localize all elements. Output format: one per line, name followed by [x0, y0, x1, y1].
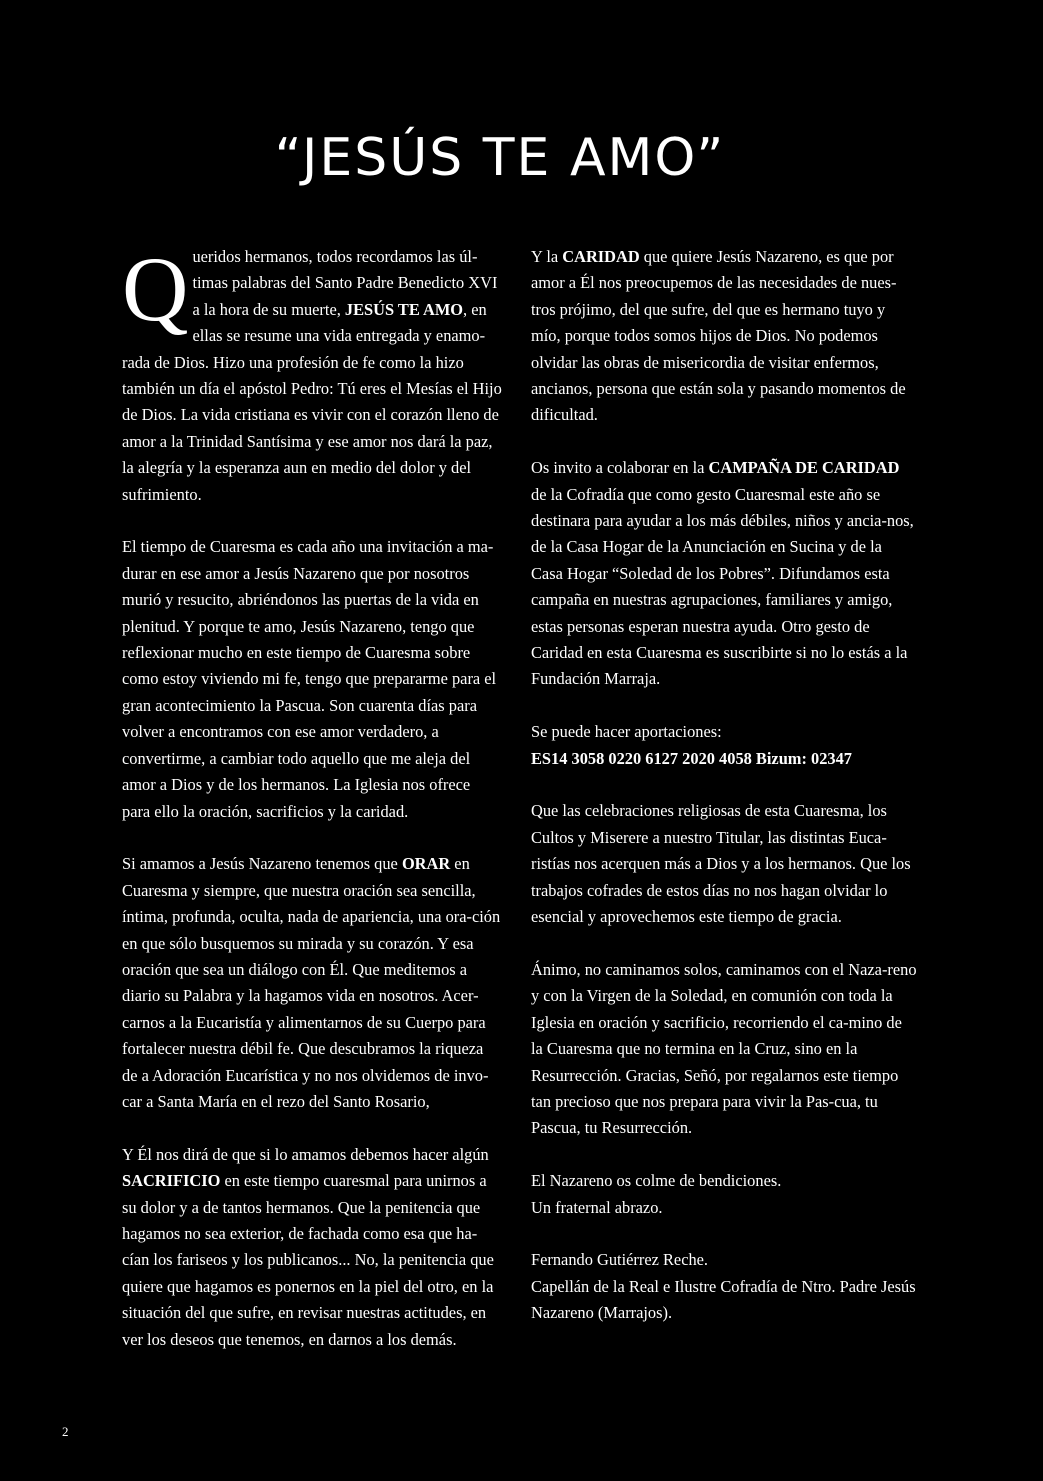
bold-phrase: SACRIFICIO [122, 1171, 221, 1191]
text-run: Y Él nos dirá de que si lo amamos debemos hacer algún [122, 1144, 489, 1164]
paragraph-campana [531, 455, 917, 693]
farewell-line: Un fraternal abrazo. [531, 1197, 663, 1217]
paragraph-sacrificio [122, 1142, 502, 1353]
paragraph-intro [122, 238, 502, 508]
paragraph-animo: Ánimo, no caminamos solos, caminamos con el Naza-reno y con la Virgen de la Soledad, en comunión con toda la Iglesia en oración y sacrificio, recorriendo el ca-mino de la Cuaresma que no termina en la Cruz, sino en la Resurrección. Gracias, Señó, por regalarnos este tiempo tan precioso que nos prepara para vivir la Pas-cua, tu Pascua, tu Resurrección. [531, 959, 917, 1138]
bold-phrase: CAMPAÑA DE CARIDAD [708, 458, 900, 478]
text-run: ueridos hermanos, todos recordamos las úl-timas palabras del Santo Padre Benedicto XVI a la hora de su muerte, [192, 247, 498, 319]
page-number: 2 [62, 1424, 69, 1439]
blessing-line: El Nazareno os colme de bendiciones. [531, 1171, 782, 1191]
paragraph-aportaciones [531, 719, 917, 772]
signature-role: Capellán de la Real e Ilustre Cofradía de Ntro. Padre Jesús Nazareno (Marrajos). [531, 1276, 916, 1323]
page-title: “JESÚS TE AMO” [274, 128, 726, 188]
text-run: que quiere Jesús Nazareno, es que por amor a Él nos preocupemos de las necesidades de nues-tros prójimo, del que sufre, del que es hermano tuyo y mío, porque todos somos hijos de Dios. No podemos olvidar las obras de misericordia de visitar enfermos, ancianos, persona que están sola y pasando momentos de dificultad. [531, 247, 906, 425]
text-run: en este tiempo cuaresmal para unirnos a su dolor y a de tantos hermanos. Que la penitencia que hagamos no sea exterior, de fachada como esa que ha-cían los fariseos y los publicanos... No, la penitencia que quiere que hagamos es ponernos en la piel del otro, en la situación del que sufre, en revisar nuestras actitudes, en ver los deseos que tenemos, en darnos a los demás. [122, 1171, 494, 1349]
bold-phrase: CARIDAD [562, 247, 640, 266]
donation-label: Se puede hacer aportaciones: [531, 722, 722, 742]
paragraph-orar [122, 851, 502, 1115]
text-run: Y la [531, 247, 563, 266]
text-run: de la Cofradía que como gesto Cuaresmal este año se destinara para ayudar a los más débiles, niños y ancia-nos, de la Casa Hogar de la Anunciación en Sucina y de la Casa Hogar “Soledad de los Pobres”. Difundamos esta campaña en nuestras agrupaciones, familiares y amigo, estas personas esperan nuestra ayuda. Otro gesto de Caridad en esta Cuaresma es suscribirte si no lo estás a la Fundación Marraja. [531, 484, 914, 689]
right-column [531, 244, 917, 1353]
paragraph-closing [531, 1168, 917, 1221]
paragraph-cuaresma: El tiempo de Cuaresma es cada año una invitación a ma-durar en ese amor a Jesús Nazareno que por nosotros murió y resucito, abriéndonos las puertas de la vida en plenitud. Y porque te amo, Jesús Nazareno, tengo que reflexionar mucho en este tiempo de Cuaresma sobre como estoy viviendo mi fe, tengo que prepararme para el gran acontecimiento la Pascua. Son cuarenta días para volver a encontramos con ese amor verdadero, a convertirme, a cambiar todo aquello que me aleja del amor a Dios y de los hermanos. La Iglesia nos ofrece para ello la oración, sacrificios y la caridad. [122, 537, 497, 821]
bold-phrase: ORAR [401, 854, 451, 874]
paragraph-caridad [531, 244, 917, 429]
bank-account: ES14 3058 0220 6127 2020 4058 Bizum: 02347 [531, 748, 852, 768]
bold-phrase: JESÚS TE AMO [344, 299, 464, 319]
text-run: , en ellas se resume una vida entregada y enamo-rada de Dios. Hizo una profesión de fe como la hizo también un día el apóstol Pedro: Tú eres el Mesías el Hijo de Dios. La vida cristiana es vivir con el corazón lleno de amor a la Trinidad Santísima y ese amor nos dará la paz, la alegría y la esperanza aun en medio del dolor y del sufrimiento. [122, 299, 502, 504]
paragraph-celebraciones: Que las celebraciones religiosas de esta Cuaresma, los Cultos y Miserere a nuestro Titular, las distintas Euca-ristías nos acerquen más a Dios y a los hermanos. Que los trabajos cofrades de estos días no nos hagan olvidar lo esencial y aprovechemos este tiempo de gracia. [531, 801, 911, 927]
text-run: Os invito a colaborar en la [531, 458, 709, 478]
left-column [122, 238, 502, 1379]
text-run: en Cuaresma y siempre, que nuestra oración sea sencilla, íntima, profunda, oculta, nada de apariencia, una ora-ción en que sólo busquemos su mirada y su corazón. Y esa oración que sea un diálogo con Él. Que meditemos a diario su Palabra y la hagamos vida en nosotros. Acer-carnos a la Eucaristía y alimentarnos de su Cuerpo para fortalecer nuestra débil fe. Que descubramos la riqueza de a Adoración Eucarística y no nos olvidemos de invo-car a Santa María en el rezo del Santo Rosario, [122, 854, 501, 1111]
signature-name: Fernando Gutiérrez Reche. [531, 1250, 709, 1270]
text-run: Si amamos a Jesús Nazareno tenemos que [122, 854, 402, 874]
drop-cap: Q [122, 238, 189, 340]
signature-block [531, 1247, 917, 1326]
